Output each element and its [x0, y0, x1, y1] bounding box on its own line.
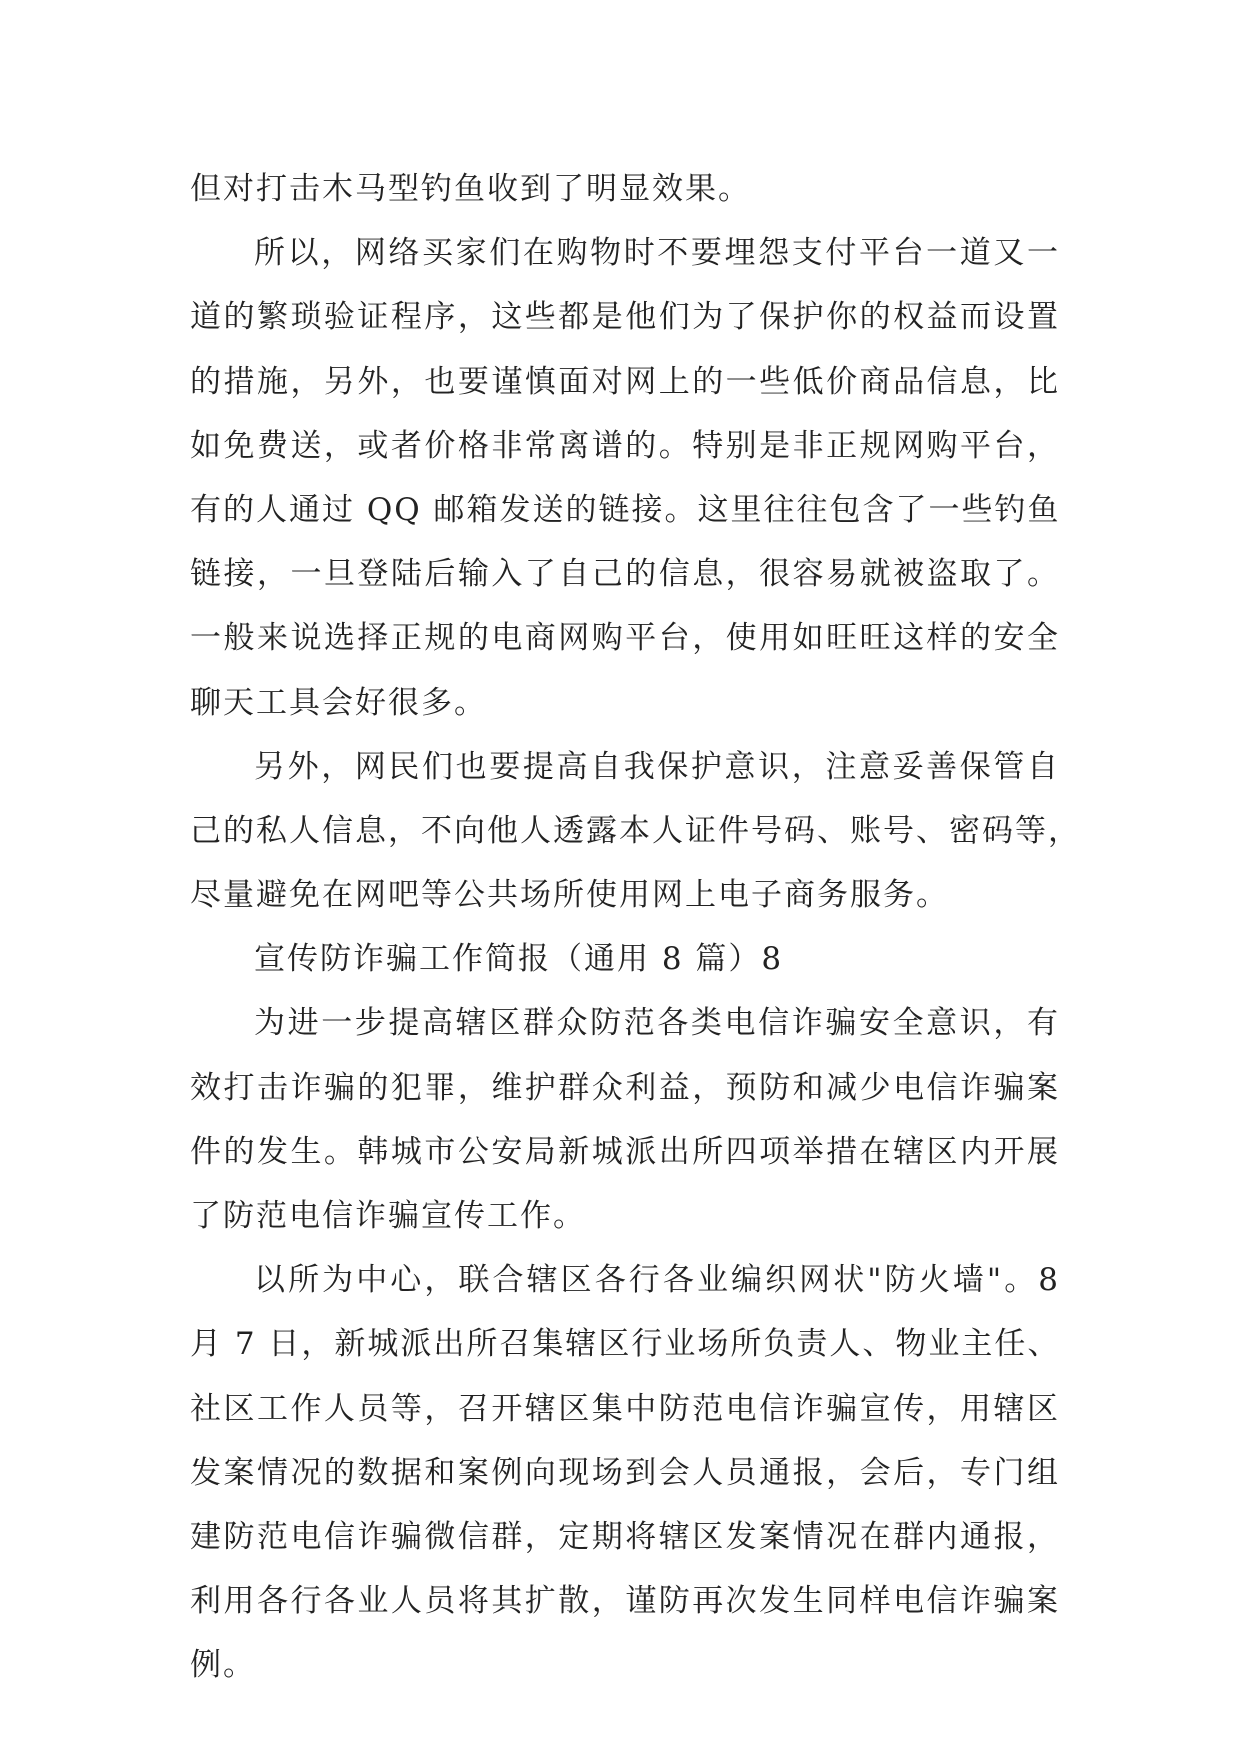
- text-line: 宣传防诈骗工作简报（通用 8 篇）8: [254, 941, 784, 978]
- text-line: 道的繁琐验证程序，这些都是他们为了保护你的权益而设置: [190, 299, 1060, 336]
- text-line: 所以，网络买家们在购物时不要埋怨支付平台一道又一: [254, 235, 1060, 272]
- text-line: 了防范电信诈骗宣传工作。: [190, 1198, 586, 1234]
- text-line: 一般来说选择正规的电商网购平台，使用如旺旺这样的安全: [190, 620, 1060, 657]
- text-line: 例。: [190, 1647, 256, 1684]
- text-line: 件的发生。韩城市公安局新城派出所四项举措在辖区内开展: [190, 1133, 1060, 1170]
- text-line: 另外，网民们也要提高自我保护意识，注意妥善保管自: [254, 748, 1060, 785]
- text-line: 利用各行各业人员将其扩散，谨防再次发生同样电信诈骗案: [190, 1583, 1060, 1620]
- text-line: 社区工作人员等，召开辖区集中防范电信诈骗宣传，用辖区: [190, 1390, 1060, 1427]
- text-line: 己的私人信息，不向他人透露本人证件号码、账号、密码等，: [190, 812, 1081, 849]
- text-line: 有的人通过 QQ 邮箱发送的链接。这里往往包含了一些钓鱼: [190, 491, 1061, 528]
- text-line: 但对打击木马型钓鱼收到了明显效果。: [190, 171, 751, 207]
- text-line: 尽量避免在网吧等公共场所使用网上电子商务服务。: [190, 877, 949, 914]
- text-line: 建防范电信诈骗微信群，定期将辖区发案情况在群内通报，: [190, 1518, 1060, 1555]
- document-body: [190, 157, 1081, 1698]
- text-line: 发案情况的数据和案例向现场到会人员通报，会后，专门组: [190, 1454, 1060, 1491]
- text-line: 聊天工具会好很多。: [190, 684, 487, 721]
- text-line: 效打击诈骗的犯罪，维护群众利益，预防和减少电信诈骗案: [190, 1069, 1060, 1106]
- text-line: 链接，一旦登陆后输入了自己的信息，很容易就被盗取了。: [190, 556, 1060, 593]
- text-line: 如免费送，或者价格非常离谱的。特别是非正规网购平台，: [190, 427, 1060, 464]
- text-line: 的措施，另外，也要谨慎面对网上的一些低价商品信息，比: [190, 363, 1060, 400]
- text-line: 为进一步提高辖区群众防范各类电信诈骗安全意识，有: [254, 1005, 1060, 1042]
- text-line: 以所为中心，联合辖区各行各业编织网状"防火墙"。8: [254, 1262, 1060, 1299]
- text-line: 月 7 日，新城派出所召集辖区行业场所负责人、物业主任、: [190, 1326, 1061, 1363]
